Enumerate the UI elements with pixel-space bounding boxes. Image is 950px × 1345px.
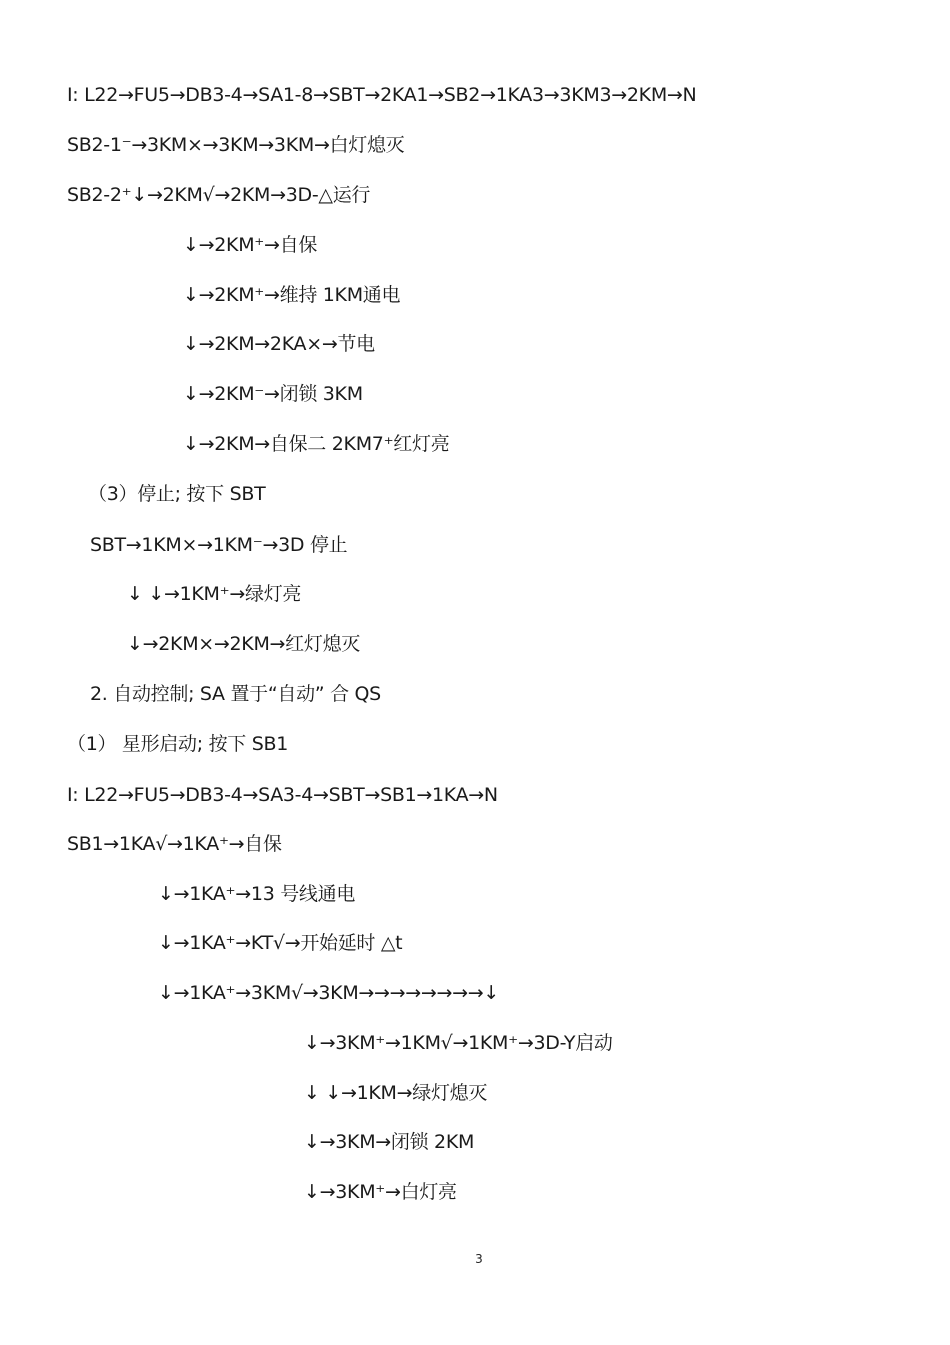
text-line: SB2-1⁻→3KM×→3KM→3KM→白灯熄灭	[67, 134, 405, 156]
text-line: ↓→2KM⁺→维持 1KM通电	[183, 284, 401, 306]
text-line: ↓ ↓→1KM⁺→绿灯亮	[127, 583, 302, 605]
text-line: ↓→1KA⁺→13 号线通电	[158, 883, 356, 905]
text-line: I: L22→FU5→DB3-4→SA1-8→SBT→2KA1→SB2→1KA3→3KM3→2KM→N	[67, 84, 697, 106]
section-heading: （3）停止; 按下 SBT	[88, 483, 266, 505]
text-line: ↓→2KM⁺→自保	[183, 234, 318, 256]
text-line: ↓ ↓→1KM→绿灯熄灭	[304, 1082, 488, 1104]
text-line: ↓→3KM⁺→1KM√→1KM⁺→3D-Y启动	[304, 1032, 613, 1054]
text-line: SBT→1KM×→1KM⁻→3D 停止	[90, 534, 348, 556]
text-line: ↓→2KM→2KA×→节电	[183, 333, 375, 355]
text-line: ↓→1KA⁺→KT√→开始延时 △t	[158, 932, 403, 954]
text-line: SB1→1KA√→1KA⁺→自保	[67, 833, 282, 855]
text-line: ↓→1KA⁺→3KM√→3KM→→→→→→→→↓	[158, 982, 499, 1004]
page-number: 3	[475, 1252, 483, 1266]
text-line: ↓→2KM→自保二 2KM7⁺红灯亮	[183, 433, 450, 455]
text-line: ↓→3KM→闭锁 2KM	[304, 1131, 475, 1153]
text-line: ↓→2KM⁻→闭锁 3KM	[183, 383, 363, 405]
section-heading: 2. 自动控制; SA 置于“自动” 合 QS	[90, 683, 381, 705]
text-line: ↓→2KM×→2KM→红灯熄灭	[127, 633, 360, 655]
text-line: ↓→3KM⁺→白灯亮	[304, 1181, 457, 1203]
text-line: I: L22→FU5→DB3-4→SA3-4→SBT→SB1→1KA→N	[67, 784, 498, 806]
section-heading: （1） 星形启动; 按下 SB1	[67, 733, 288, 755]
text-line: SB2-2⁺↓→2KM√→2KM→3D-△运行	[67, 184, 371, 206]
